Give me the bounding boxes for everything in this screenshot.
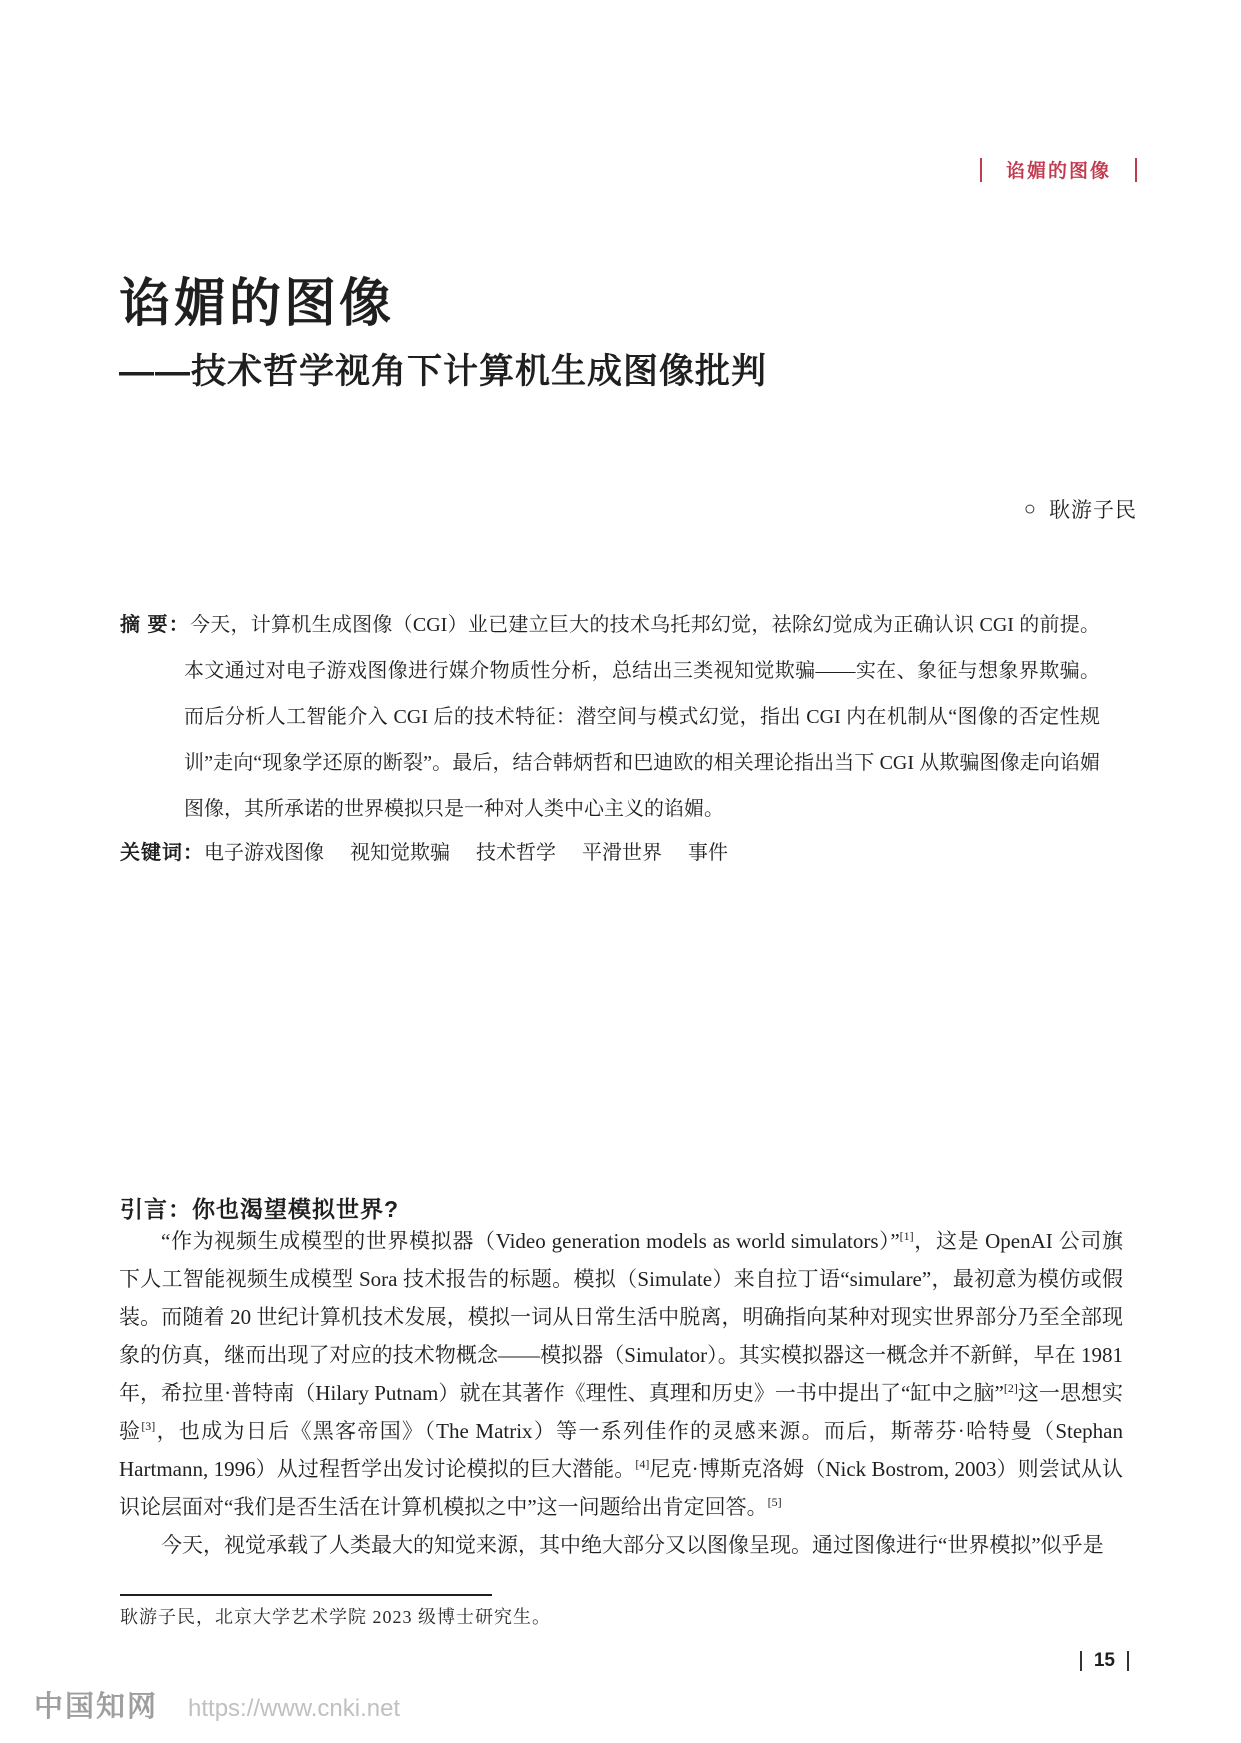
author-name: 耿游子民	[1049, 498, 1137, 522]
keyword: 技术哲学	[476, 842, 556, 864]
body-paragraph: 今天，视觉承载了人类最大的知觉来源，其中绝大部分又以图像呈现。通过图像进行“世界模拟”似乎是	[161, 1533, 1104, 1557]
header-left-bar	[980, 158, 982, 182]
keyword: 视知觉欺骗	[350, 842, 450, 864]
cnki-watermark	[34, 1684, 400, 1725]
journal-header-label: 谄媚的图像	[1005, 161, 1111, 182]
cnki-brand: 中国知网	[34, 1691, 159, 1723]
section-heading: 引言：你也渴望模拟世界?	[120, 1196, 400, 1222]
keywords-label: 关键词：	[120, 842, 204, 864]
header-right-bar	[1135, 158, 1137, 182]
citation-ref: [3]	[141, 1419, 156, 1433]
cnki-url: https://www.cnki.net	[188, 1695, 401, 1722]
abstract-text: 今天，计算机生成图像（CGI）业已建立巨大的技术乌托邦幻觉，祛除幻觉成为正确认识 CGI 的前提。本文通过对电子游戏图像进行媒介物质性分析，总结出三类视知觉欺骗——实在、象征与想象界欺骗。而后分析人工智能介入 CGI 后的技术特征：潜空间与模式幻觉，指出 CGI 内在机制从“图像的否定性规训”走向“现象学还原的断裂”。最后，结合韩炳哲和巴迪欧的相关理论指出当下 CGI 从欺骗图像走向谄媚图像，其所承诺的世界模拟只是一种对人类中心主义的谄媚。	[184, 614, 1100, 820]
citation-ref: [5]	[767, 1495, 782, 1509]
abstract-label: 摘 要：	[120, 614, 191, 636]
journal-header	[980, 156, 1137, 183]
keyword: 平滑世界	[582, 842, 662, 864]
body-text	[119, 1222, 1123, 1564]
abstract-block	[120, 602, 1100, 832]
footnote-rule	[120, 1594, 492, 1596]
article-subtitle: ——技术哲学视角下计算机生成图像批判	[119, 352, 768, 392]
keyword: 事件	[688, 842, 728, 864]
page-number-value: 15	[1093, 1650, 1115, 1671]
author-marker-icon: ○	[1023, 497, 1037, 520]
citation-ref: [4]	[635, 1457, 650, 1471]
body-paragraph: “作为视频生成模型的世界模拟器（Video generation models as world simulators）”[1]，这是 OpenAI 公司旗下人工智能视频生成模型 Sora 技术报告的标题。模拟（Simulate）来自拉丁语“simulare”，最初意为模仿或假装。而随着 20 世纪计算机技术发展，模拟一词从日常生活中脱离，明确指向某种对现实世界部分乃至全部现象的仿真，继而出现了对应的技术物概念——模拟器（Simulator）。其实模拟器这一概念并不新鲜，早在 1981 年，希拉里·普特南（Hilary Putnam）就在其著作《理性、真理和历史》一书中提出了“缸中之脑”[2]这一思想实验[3]，也成为日后《黑客帝国》（The Matrix）等一系列佳作的灵感来源。而后，斯蒂芬·哈特曼（Stephan Hartmann, 1996）从过程哲学出发讨论模拟的巨大潜能。[4]尼克·博斯克洛姆（Nick Bostrom, 2003）则尝试从认识论层面对“我们是否生活在计算机模拟之中”这一问题给出肯定回答。[5]	[119, 1229, 1124, 1519]
keyword: 电子游戏图像	[204, 842, 324, 864]
citation-ref: [2]	[1003, 1381, 1018, 1395]
footnote-text: 耿游子民，北京大学艺术学院 2023 级博士研究生。	[120, 1607, 551, 1627]
author-line	[1024, 494, 1137, 524]
page-number-left-bar	[1080, 1651, 1082, 1671]
page-number-right-bar	[1127, 1651, 1129, 1671]
keywords-list	[204, 842, 754, 864]
article-title: 谄媚的图像	[119, 274, 395, 333]
page-number	[1080, 1650, 1129, 1672]
citation-ref: [1]	[899, 1229, 914, 1243]
keywords-block	[120, 838, 1036, 868]
